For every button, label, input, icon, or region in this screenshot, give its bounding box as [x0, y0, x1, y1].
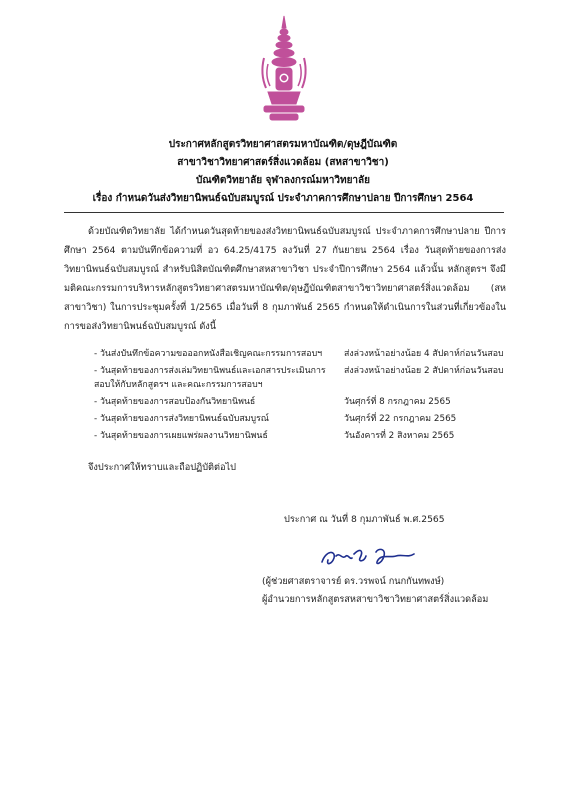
body-paragraph-text: ด้วยบัณฑิตวิทยาลัย ได้กำหนดวันสุดท้ายของส่งวิทยานิพนธ์ฉบับสมบูรณ์ ประจำภาคการศึกษาปลาย ปีการศึกษา 2564 ตามบันทึกข้อความที่ อว 64.25/4175 ลงวันที่ 27 กันยายน 2564 เรื่อง วันสุดท้ายของการส่งวิทยานิพนธ์ฉบับสมบูรณ์ สำหรับนิสิตบัณฑิตศึกษาสหสาขาวิชา ประจำปีการศึกษา 2564 แล้วนั้น หลักสูตรฯ จึงมีมติคณะกรรมการบริหารหลักสูตรวิทยาศาสตรมหาบัณฑิต/ดุษฎีบัณฑิตสาขาวิชาวิทยาศาสตร์สิ่งแวดล้อม (สหสาขาวิชา) ในการประชุมครั้งที่ 1/2565 เมื่อวันที่ 8 กุมภาพันธ์ 2565 กำหนดให้ดำเนินการในส่วนที่เกี่ยวข้องในการขอส่งวิทยานิพนธ์ฉบับสมบูรณ์ ดังนี้: [64, 226, 506, 332]
announcement-date: ประกาศ ณ วันที่ 8 กุมภาพันธ์ พ.ศ.2565: [284, 514, 445, 525]
schedule-item: - วันสุดท้ายของการส่งวิทยานิพนธ์ฉบับสมบูรณ์: [94, 414, 269, 424]
schedule-deadline: ส่งล่วงหน้าอย่างน้อย 2 สัปดาห์ก่อนวันสอบ: [344, 366, 504, 376]
schedule-item: - วันสุดท้ายของการส่งเล่มวิทยานิพนธ์และเอกสารประเมินการสอบให้กับหลักสูตรฯ และคณะกรรมการสอบฯ: [94, 366, 326, 390]
header-divider: [64, 212, 504, 213]
university-emblem-logo: [256, 14, 312, 124]
schedule-deadline: วันศุกร์ที่ 22 กรกฎาคม 2565: [344, 414, 457, 424]
schedule-item: - วันสุดท้ายของการเผยแพร่ผลงานวิทยานิพนธ์: [94, 431, 268, 441]
graduate-school-name: บัณฑิตวิทยาลัย จุฬาลงกรณ์มหาวิทยาลัย: [195, 175, 371, 186]
announcement-title: ประกาศหลักสูตรวิทยาศาสตรมหาบัณฑิต/ดุษฎีบัณฑิต: [168, 139, 398, 150]
schedule-deadline: วันศุกร์ที่ 8 กรกฎาคม 2565: [344, 397, 451, 407]
signer-title: ผู้อำนวยการหลักสูตรสหสาขาวิชาวิทยาศาสตร์สิ่งแวดล้อม: [262, 594, 489, 605]
signature-image: [320, 546, 416, 572]
closing-statement: จึงประกาศให้ทราบและถือปฏิบัติต่อไป: [88, 462, 236, 473]
body-paragraph: [64, 222, 506, 336]
signer-name: (ผู้ช่วยศาสตราจารย์ ดร.วรพจน์ กนกกันทพงษ์): [262, 576, 445, 587]
schedule-deadline: วันอังคารที่ 2 สิงหาคม 2565: [344, 431, 455, 441]
program-name: สาขาวิชาวิทยาศาสตร์สิ่งแวดล้อม (สหสาขาวิชา): [177, 157, 389, 168]
announcement-subject: เรื่อง กำหนดวันส่งวิทยานิพนธ์ฉบับสมบูรณ์ ประจำภาคการศึกษาปลาย ปีการศึกษา 2564: [92, 193, 474, 204]
schedule-deadline: ส่งล่วงหน้าอย่างน้อย 4 สัปดาห์ก่อนวันสอบ: [344, 349, 504, 359]
schedule-item: - วันส่งบันทึกข้อความขอออกหนังสือเชิญคณะกรรมการสอบฯ: [94, 349, 323, 359]
schedule-item: - วันสุดท้ายของการสอบป้องกันวิทยานิพนธ์: [94, 397, 256, 407]
